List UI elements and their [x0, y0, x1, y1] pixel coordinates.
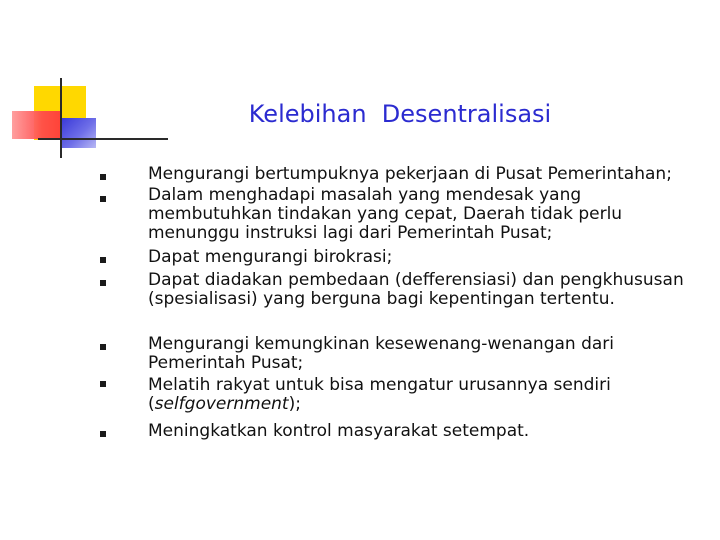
- bullet-icon: [100, 344, 106, 350]
- slide-title: Kelebihan Desentralisasi: [248, 100, 552, 128]
- bullet-icon: [100, 431, 106, 437]
- list-item-6-suffix: );: [288, 394, 301, 414]
- list-item-3: Dapat mengurangi birokrasi;: [148, 247, 393, 267]
- bullet-icon: [100, 381, 106, 387]
- list-item-1: Mengurangi bertumpuknya pekerjaan di Pusat Pemerintahan;: [148, 164, 672, 184]
- bullet-icon: [100, 174, 106, 180]
- list-item-5: Mengurangi kemungkinan kesewenang-wenangan dari Pemerintah Pusat;: [148, 334, 615, 373]
- bullet-icon: [100, 196, 106, 202]
- list-item-7: Meningkatkan kontrol masyarakat setempat.: [148, 421, 530, 441]
- list-item-2: Dalam menghadapi masalah yang mendesak yang membutuhkan tindakan yang cepat, Daerah tidak perlu menunggu instruksi lagi dari Pemerintah Pusat;: [148, 185, 623, 243]
- bullet-icon: [100, 280, 106, 286]
- list-item-6-prefix: (: [148, 394, 155, 414]
- list-item-6-text: Melatih rakyat untuk bisa mengatur urusannya sendiri: [148, 375, 611, 395]
- list-item-6-italic: selfgovernment: [154, 394, 289, 414]
- list-item-6: [148, 376, 703, 414]
- list-item-4: Dapat diadakan pembedaan (defferensiasi) dan pengkhususan (spesialisasi) yang berguna bagi kepentingan tertentu.: [148, 270, 684, 309]
- bullet-icon: [100, 257, 106, 263]
